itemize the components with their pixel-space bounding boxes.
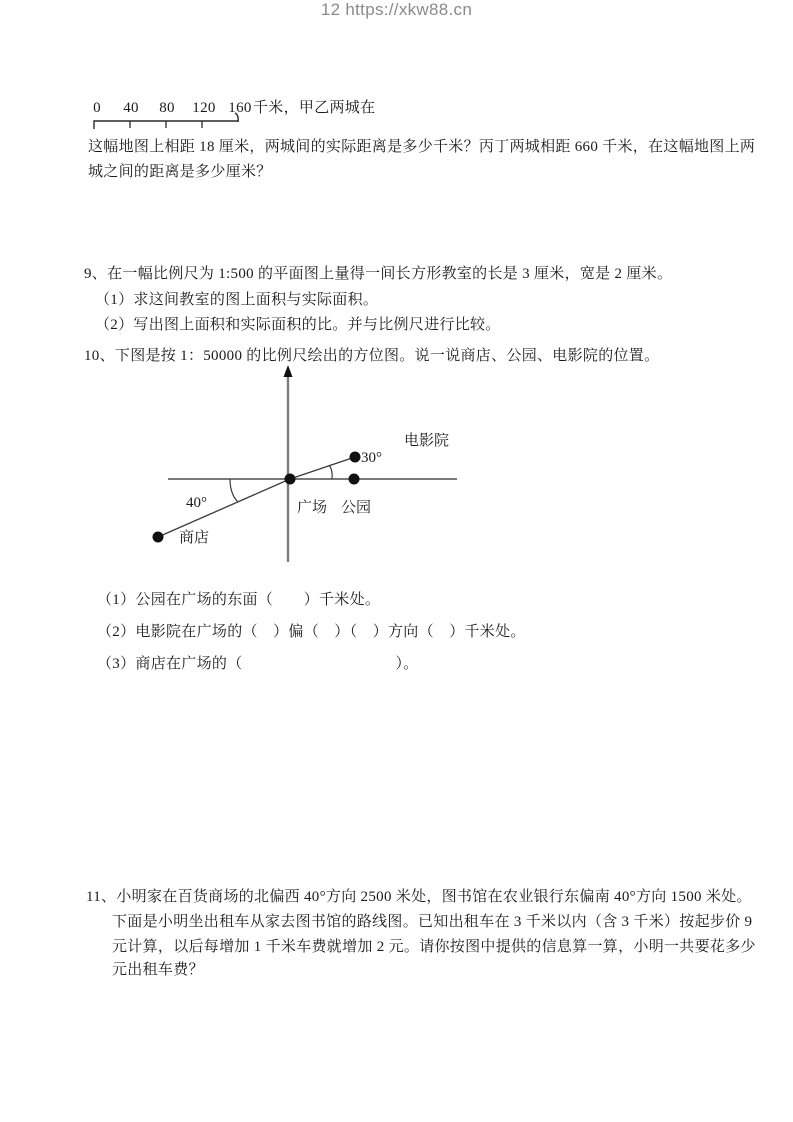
question8-text-line2: 城之间的距离是多少厘米？: [88, 164, 272, 180]
angle-arc-40: [230, 479, 238, 502]
scale-tick-label-120: 120: [192, 100, 216, 116]
shop-label: 商店: [179, 530, 210, 546]
question9-title: 9、在一幅比例尺为 1:500 的平面图上量得一间长方形教室的长是 3 厘米，宽是 2 厘米。: [84, 266, 673, 282]
angle-30-label: 30°: [361, 450, 382, 466]
park-point-dot: [349, 474, 360, 485]
direction-diagram: [140, 360, 470, 580]
scale-tick-label-40: 40: [123, 100, 139, 116]
question9-item1: （1）求这间教室的图上面积与实际面积。: [95, 292, 379, 308]
scale-bar-suffix-text: 千米，甲乙两城在: [253, 100, 376, 116]
angle-40-label: 40°: [186, 495, 207, 511]
question10-item3: （3）商店在广场的（ ）。: [97, 656, 419, 672]
scale-bar-ruler: [88, 112, 258, 136]
angle-arc-30: [329, 465, 332, 479]
north-arrow-icon: [284, 365, 293, 377]
park-label: 公园: [341, 500, 372, 516]
cinema-label: 电影院: [404, 433, 450, 449]
question11-line4: 元出租车费？: [112, 962, 204, 978]
plaza-label: 广场: [297, 500, 328, 516]
question10-title: 10、下图是按 1：50000 的比例尺绘出的方位图。说一说商店、公园、电影院的位置。: [84, 348, 660, 364]
question10-item2: （2）电影院在广场的（ ）偏（ ）（ ）方向（ ）千米处。: [97, 624, 526, 640]
scale-tick-label-0: 0: [93, 100, 101, 116]
question10-item1: （1）公园在广场的东面（ ）千米处。: [97, 592, 381, 608]
question11-line1: 11、小明家在百货商场的北偏西 40°方向 2500 米处，图书馆在农业银行东偏南 40°方向 1500 米处。: [86, 889, 752, 905]
question11-line2: 下面是小明坐出租车从家去图书馆的路线图。已知出租车在 3 千米以内（含 3 千米）按起步价 9: [112, 914, 753, 930]
footer-page-url-text: 12 https://xkw88.cn: [320, 0, 473, 19]
cinema-point-dot: [350, 452, 361, 463]
plaza-cinema-line: [290, 457, 355, 479]
scale-tick-label-160: 160: [228, 100, 252, 116]
page-footer: [0, 0, 793, 20]
shop-plaza-line: [158, 479, 290, 537]
question8-text-line1: 这幅地图上相距 18 厘米，两城间的实际距离是多少千米？丙丁两城相距 660 千米，在这幅地图上两: [88, 139, 756, 155]
question11-line3: 元计算，以后每增加 1 千米车费就增加 2 元。请你按图中提供的信息算一算，小明一共要花多少: [112, 939, 756, 955]
shop-point-dot: [153, 532, 164, 543]
question9-item2: （2）写出图上面积和实际面积的比。并与比例尺进行比较。: [95, 317, 501, 333]
scale-tick-label-80: 80: [159, 100, 175, 116]
plaza-point-dot: [285, 474, 296, 485]
